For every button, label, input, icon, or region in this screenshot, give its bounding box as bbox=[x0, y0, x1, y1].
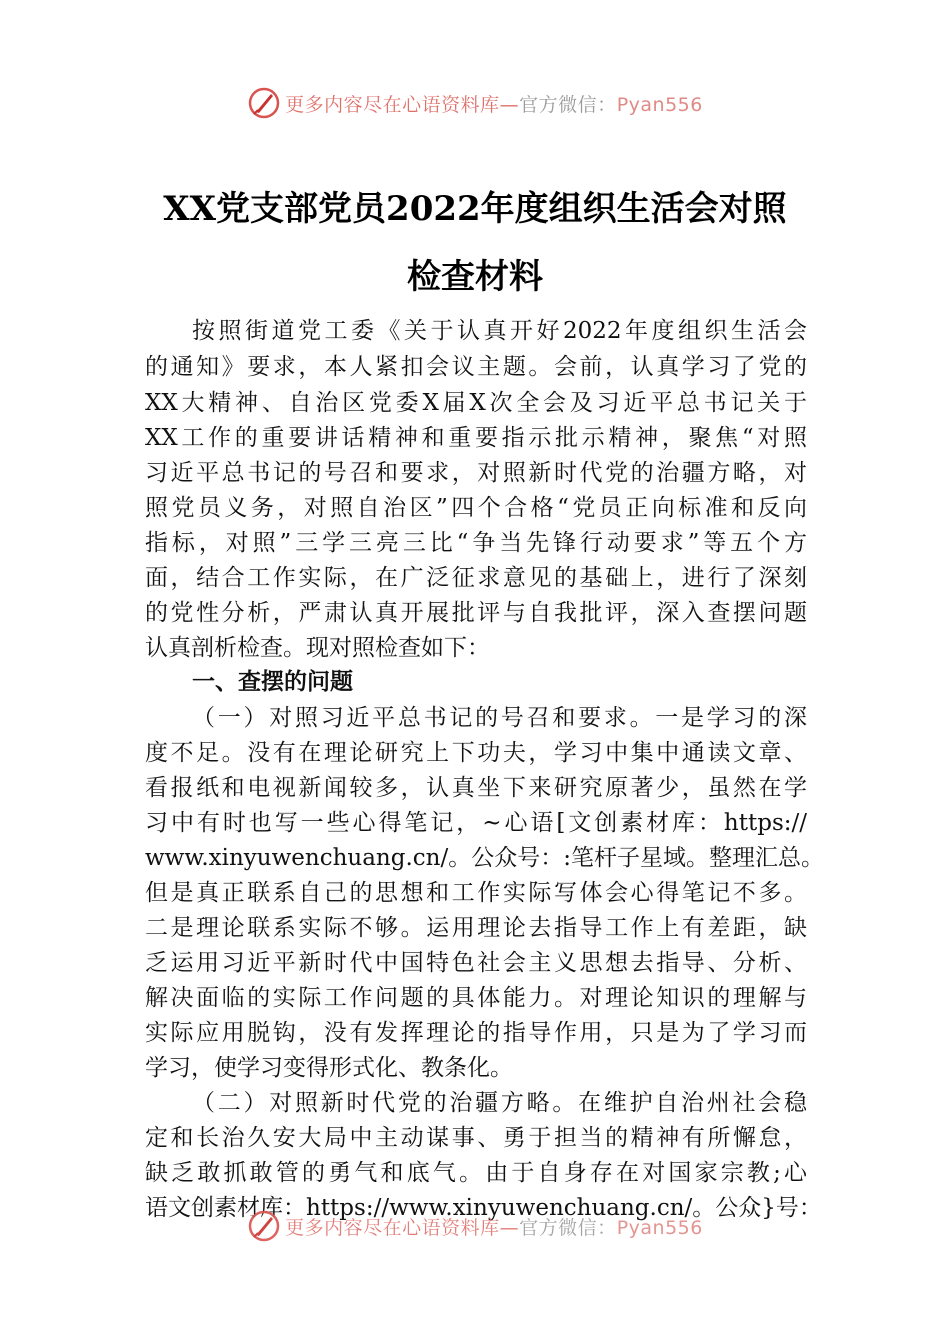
body-line: 缺乏敢抓敢管的勇气和底气。由于自身存在对国家宗教;心 bbox=[145, 1160, 807, 1186]
body-line: 学习，使学习变得形式化、教条化。 bbox=[145, 1055, 513, 1081]
body-line: 按照街道党工委《关于认真开好2022年度组织生活会 bbox=[192, 318, 807, 344]
quill-logo-icon bbox=[247, 86, 281, 120]
document-title-line-1: XX党支部党员2022年度组织生活会对照 bbox=[163, 189, 787, 229]
body-line: 习近平总书记的号召和要求，对照新时代党的治疆方略，对 bbox=[145, 460, 807, 486]
watermark-text-grey: 官方微信： bbox=[519, 93, 617, 116]
watermark-text-red: 更多内容尽在心语资料库— bbox=[285, 1216, 520, 1239]
body-line: 解决面临的实际工作问题的具体能力。对理论知识的理解与 bbox=[145, 985, 807, 1011]
section-heading: 一、查摆的问题 bbox=[192, 669, 353, 695]
watermark-text-red: 更多内容尽在心语资料库— bbox=[285, 93, 520, 116]
document-title-line-2: 检查材料 bbox=[407, 257, 543, 297]
body-line: 语文创素材库：https://www.xinyuwenchuang.cn/。公众}号： bbox=[145, 1195, 822, 1221]
watermark-text bbox=[285, 90, 703, 117]
body-line: 二是理论联系实际不够。运用理论去指导工作上有差距，缺 bbox=[145, 915, 807, 941]
body-line: 度不足。没有在理论研究上下功夫，学习中集中通读文章、 bbox=[145, 740, 807, 766]
body-line: 定和长治久安大局中主动谋事、勇于担当的精神有所懈怠， bbox=[145, 1125, 807, 1151]
watermark-text-grey: 官方微信： bbox=[519, 1216, 617, 1239]
body-line: （二）对照新时代党的治疆方略。在维护自治州社会稳 bbox=[192, 1090, 807, 1116]
body-line: 实际应用脱钩，没有发挥理论的指导作用，只是为了学习而 bbox=[145, 1020, 807, 1046]
body-line: 指标，对照”三学三亮三比“争当先锋行动要求”等五个方 bbox=[145, 530, 807, 556]
watermark-text-id: Pyan556 bbox=[616, 93, 703, 116]
body-line: 面，结合工作实际，在广泛征求意见的基础上，进行了深刻 bbox=[145, 565, 807, 591]
body-line: 认真剖析检查。现对照检查如下： bbox=[145, 635, 490, 661]
watermark-footer bbox=[0, 1208, 950, 1244]
body-line: 习中有时也写一些心得笔记，~心语[文创素材库：https:// bbox=[145, 810, 807, 836]
watermark-header bbox=[0, 85, 950, 121]
body-line: （一）对照习近平总书记的号召和要求。一是学习的深 bbox=[192, 705, 807, 731]
body-line: 但是真正联系自己的思想和工作实际写体会心得笔记不多。 bbox=[145, 880, 807, 906]
body-line: 看报纸和电视新闻较多，认真坐下来研究原著少，虽然在学 bbox=[145, 775, 807, 801]
body-line: XX大精神、自治区党委X届X次全会及习近平总书记关于 bbox=[145, 390, 807, 416]
body-line: 的通知》要求，本人紧扣会议主题。会前，认真学习了党的 bbox=[145, 354, 807, 380]
body-line: 照党员义务，对照自治区”四个合格“党员正向标准和反向 bbox=[145, 495, 807, 521]
body-line: 乏运用习近平新时代中国特色社会主义思想去指导、分析、 bbox=[145, 950, 807, 976]
watermark-text bbox=[285, 1213, 703, 1240]
watermark-text-id: Pyan556 bbox=[616, 1216, 703, 1239]
body-line: 的党性分析，严肃认真开展批评与自我批评，深入查摆问题 bbox=[145, 600, 807, 626]
body-line: XX工作的重要讲话精神和重要指示批示精神，聚焦“对照 bbox=[145, 425, 807, 451]
quill-logo-icon bbox=[247, 1209, 281, 1243]
body-line: www.xinyuwenchuang.cn/。公众号：:笔杆子星域。整理汇总。 bbox=[145, 845, 824, 871]
